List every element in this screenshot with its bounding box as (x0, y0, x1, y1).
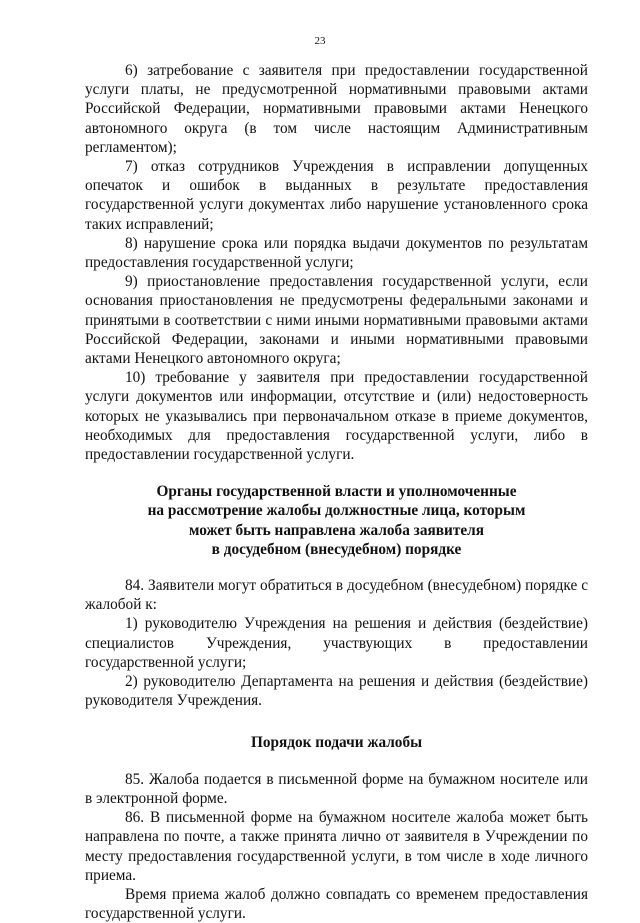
paragraph-86: 86. В письменной форме на бумажном носителе жалоба может быть направлена по почте, а также принята лично от заявителя в Учреждении по месту предоставления государственной услуги, в том числе в ходе личного приема. (85, 809, 588, 884)
list-item-7: 7) отказ сотрудников Учреждения в исправлении допущенных опечаток и ошибок в выданных в результате предоставления государственной услуги документах либо нарушение установленного срока таких исправлений; (85, 158, 588, 233)
paragraph-84-item-1: 1) руководителю Учреждения на решения и действия (бездействие) специалистов Учреждения, участвующих в предоставлении государственной услуги; (85, 615, 588, 671)
paragraph-84-item-2: 2) руководителю Департамента на решения и действия (бездействие) руководителя Учреждения. (85, 673, 588, 710)
heading-line: в досудебном (внесудебном) порядке (211, 540, 462, 558)
heading-line: на рассмотрение жалобы должностные лица, которым (147, 502, 526, 520)
list-item-10: 10) требование у заявителя при предоставлении государственной услуги документов или информации, отсутствие и (или) недостоверность которых не указывались при первоначальном отказе в приеме документов, необходимых для предоставления государственной услуги, либо в предоставлении государственной услуги. (85, 369, 588, 464)
paragraph-reception-time: Время приема жалоб должно совпадать со временем предоставления государственной услуги. (85, 885, 588, 923)
heading-line: может быть направлена жалоба заявителя (188, 521, 484, 539)
list-item-6: 6) затребование с заявителя при предоставлении государственной услуги платы, не предусмотренной нормативными правовыми актами Российской Федерации, нормативными правовыми актами Ненецкого автономного округа (в том числе настоящим Административным регламентом); (85, 62, 588, 156)
paragraph-84: 84. Заявители могут обратиться в досудебном (внесудебном) порядке с жалобой к: (85, 577, 588, 614)
list-item-8: 8) нарушение срока или порядка выдачи документов по результатам предоставления государственной услуги; (85, 234, 588, 272)
section-heading-complaint-authorities (85, 482, 588, 559)
section-heading-complaint-procedure: Порядок подачи жалобы (250, 733, 423, 751)
heading-line: Органы государственной власти и уполномоченные (156, 483, 517, 501)
list-item-9: 9) приостановление предоставления государственной услуги, если основания приостановления не предусмотрены федеральными законами и принятыми в соответствии с ними иными нормативными правовыми актами Российской Федерации, законами и иными нормативными правовыми актами Ненецкого автономного округа; (85, 273, 588, 368)
page-number: 23 (314, 35, 326, 47)
document-body (85, 61, 588, 923)
paragraph-85: 85. Жалоба подается в письменной форме на бумажном носителе или в электронной форме. (85, 770, 588, 807)
